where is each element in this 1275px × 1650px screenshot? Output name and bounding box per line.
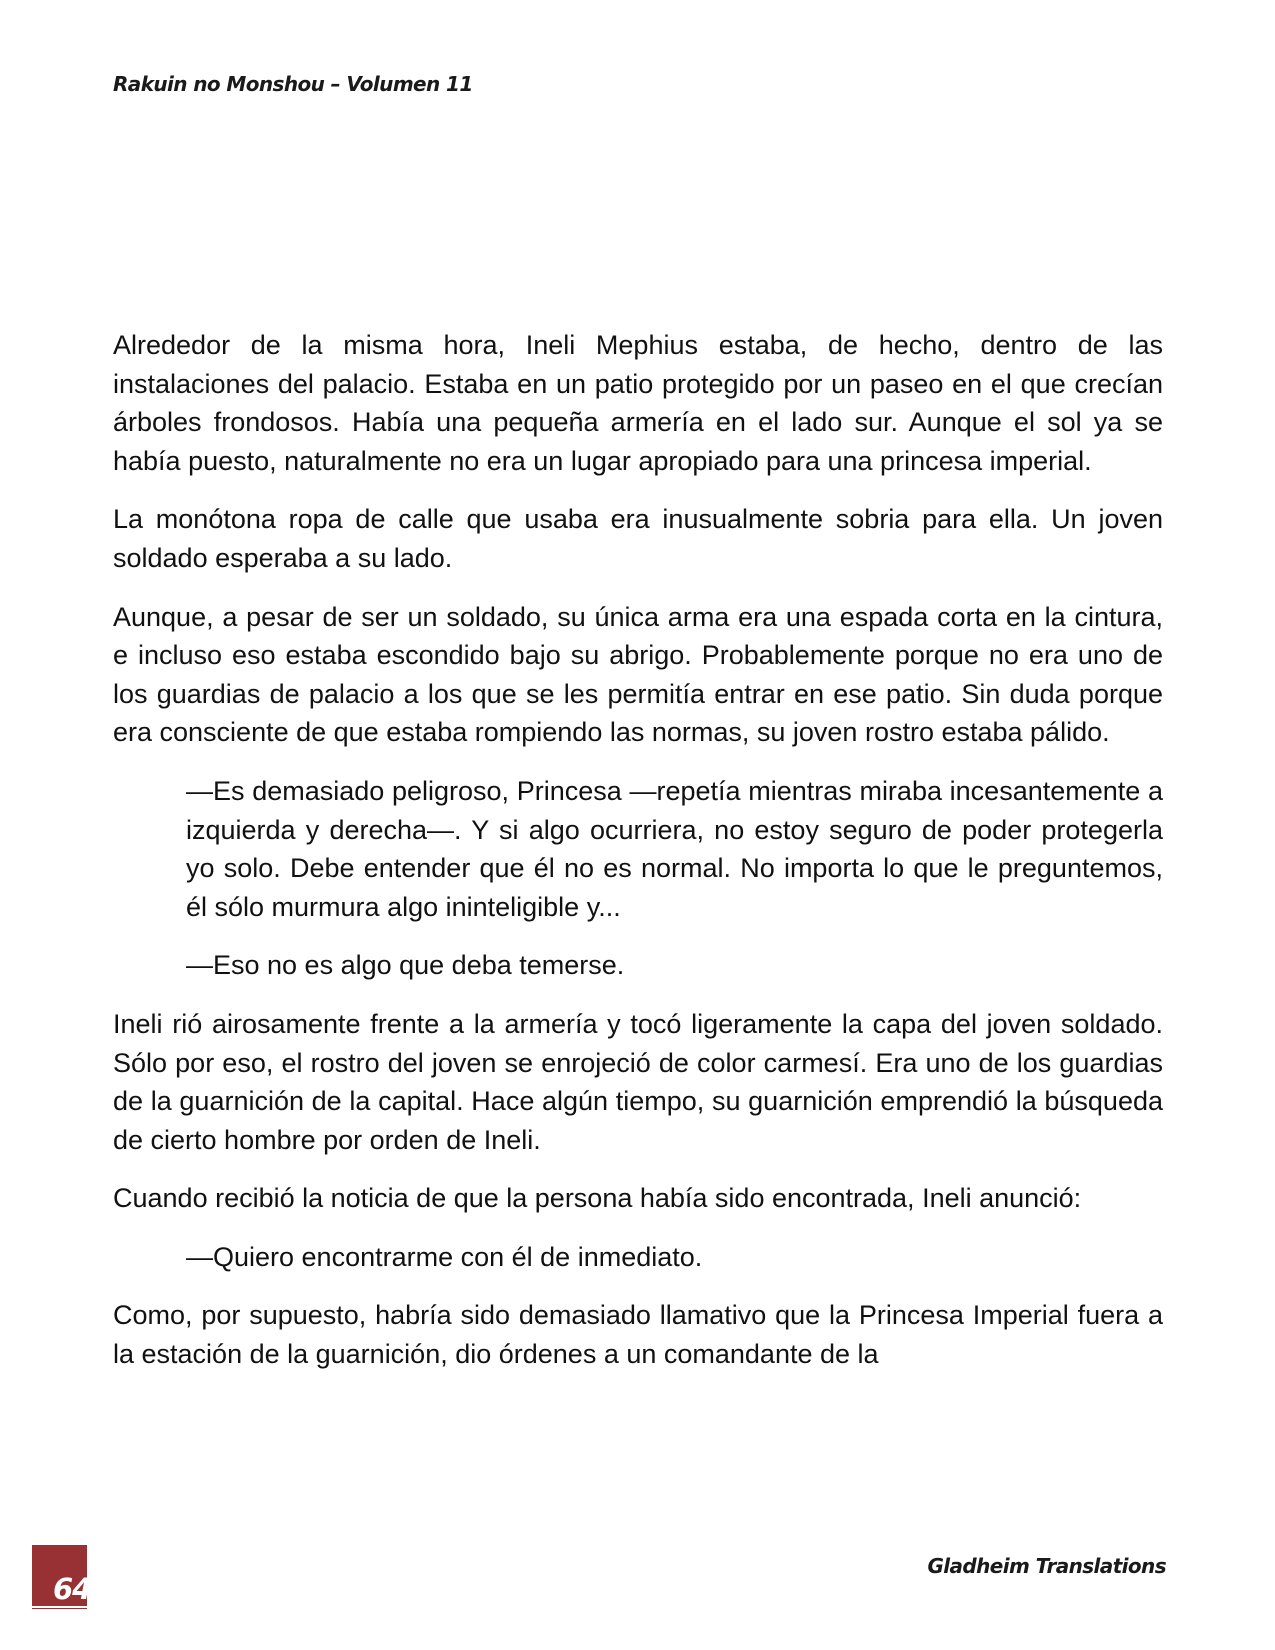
paragraph: La monótona ropa de calle que usaba era inusualmente sobria para ella. Un joven soldado esperaba a su lado. [113, 504, 1163, 573]
page-number: 64 [53, 1572, 92, 1606]
running-header: Rakuin no Monshou – Volumen 11 [113, 72, 473, 96]
paragraph: Como, por supuesto, habría sido demasiado llamativo que la Princesa Imperial fuera a la estación de la guarnición, dio órdenes a un comandante de la [113, 1300, 1163, 1370]
paragraph: Alrededor de la misma hora, Ineli Mephius estaba, de hecho, dentro de las instalaciones del palacio. Estaba en un patio protegido por un paseo en el que crecían árboles frondosos. Había una pequeña armería en el lado sur. Aunque el sol ya se había puesto, naturalmente no era un lugar apropiado para una princesa imperial. [113, 330, 1163, 476]
dialog-paragraph: —Es demasiado peligroso, Princesa —repetía mientras miraba incesantemente a izquierda y derecha—. Y si algo ocurriera, no estoy seguro de poder protegerla yo solo. Debe entender que él no es normal. No importa lo que le preguntemos, él sólo murmura algo ininteligible y... [186, 775, 1163, 922]
paragraph: Aunque, a pesar de ser un soldado, su única arma era una espada corta en la cintura, e incluso eso estaba escondido bajo su abrigo. Probablemente porque no era uno de los guardias de palacio a los que se les permitía entrar en ese patio. Sin duda porque era consciente de que estaba rompiendo las normas, su joven rostro estaba pálido. [113, 601, 1163, 748]
running-footer: Gladheim Translations [927, 1554, 1166, 1578]
body-text [113, 326, 1163, 1394]
paragraph: Cuando recibió la noticia de que la persona había sido encontrada, Ineli anunció: [113, 1183, 1082, 1214]
dialog-paragraph: —Quiero encontrarme con él de inmediato. [186, 1241, 703, 1272]
page-number-underline [32, 1606, 87, 1608]
paragraph: Ineli rió airosamente frente a la armería y tocó ligeramente la capa del joven soldado. Sólo por eso, el rostro del joven se enrojeció de color carmesí. Era uno de los guardias de la guarnición de la capital. Hace algún tiempo, su guarnición emprendió la búsqueda de cierto hombre por orden de Ineli. [113, 1008, 1163, 1155]
dialog-paragraph: —Eso no es algo que deba temerse. [186, 950, 625, 981]
